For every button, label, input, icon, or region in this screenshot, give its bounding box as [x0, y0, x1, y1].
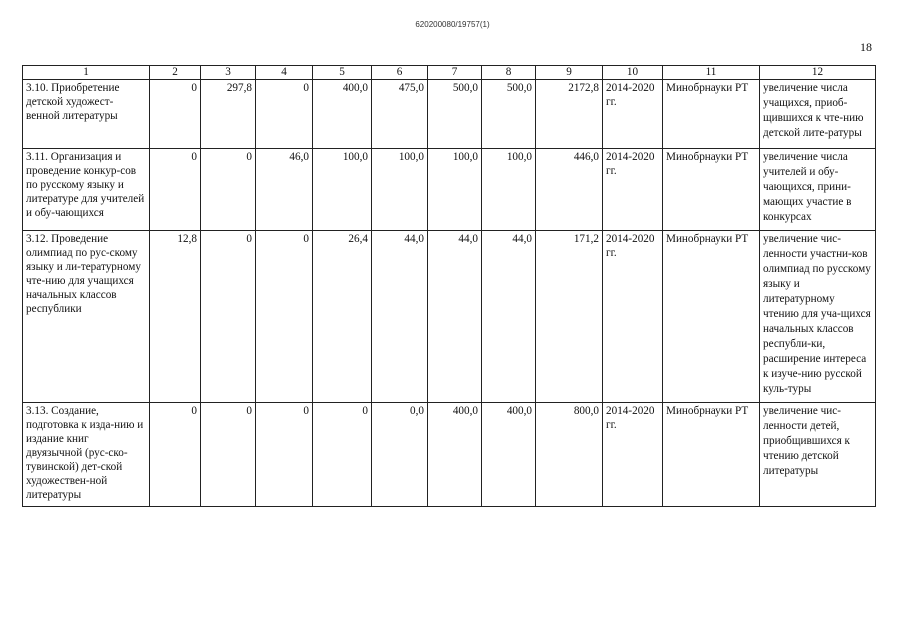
- value-cell: 400,0: [428, 403, 482, 507]
- result-cell: увеличение числа учителей и обу-чающихся, прини-мающих участие в конкурсах: [760, 149, 876, 231]
- value-cell: 400,0: [482, 403, 536, 507]
- value-cell: 0: [201, 149, 256, 231]
- value-cell: 500,0: [428, 80, 482, 149]
- value-cell: 100,0: [428, 149, 482, 231]
- value-cell: 100,0: [313, 149, 372, 231]
- header-cell: 3: [201, 66, 256, 80]
- executor-cell: Минобрнауки РТ: [663, 231, 760, 403]
- activity-name: 3.12. Проведение олимпиад по рус-скому языку и ли-тературному чте-нию для учащихся начальных классов республики: [23, 231, 150, 403]
- value-cell: 0: [256, 80, 313, 149]
- value-cell: 0: [256, 403, 313, 507]
- header-cell: 12: [760, 66, 876, 80]
- value-cell: 12,8: [150, 231, 201, 403]
- value-cell: 0: [201, 403, 256, 507]
- value-cell: 400,0: [313, 80, 372, 149]
- executor-cell: Минобрнауки РТ: [663, 149, 760, 231]
- value-cell: 100,0: [372, 149, 428, 231]
- value-cell: 297,8: [201, 80, 256, 149]
- activity-name: 3.10. Приобретение детской художест-венной литературы: [23, 80, 150, 149]
- value-cell: 100,0: [482, 149, 536, 231]
- budget-table: [22, 65, 876, 507]
- result-cell: увеличение числа учащихся, приоб-щившихся к чте-нию детской лите-ратуры: [760, 80, 876, 149]
- value-cell: 0: [150, 80, 201, 149]
- period-cell: 2014-2020 гг.: [603, 231, 663, 403]
- document-id: 620200080/19757(1): [415, 20, 490, 29]
- table-row: [23, 149, 876, 231]
- period-cell: 2014-2020 гг.: [603, 149, 663, 231]
- header-cell: 11: [663, 66, 760, 80]
- value-cell: 44,0: [372, 231, 428, 403]
- header-cell: 1: [23, 66, 150, 80]
- header-cell: 10: [603, 66, 663, 80]
- header-cell: 7: [428, 66, 482, 80]
- value-cell: 0: [256, 231, 313, 403]
- value-cell: 0,0: [372, 403, 428, 507]
- total-cell: 171,2: [536, 231, 603, 403]
- page-number: 18: [860, 40, 872, 54]
- period-cell: 2014-2020 гг.: [603, 403, 663, 507]
- value-cell: 26,4: [313, 231, 372, 403]
- executor-cell: Минобрнауки РТ: [663, 80, 760, 149]
- header-cell: 6: [372, 66, 428, 80]
- table-row: [23, 403, 876, 507]
- header-cell: 4: [256, 66, 313, 80]
- total-cell: 800,0: [536, 403, 603, 507]
- header-cell: 2: [150, 66, 201, 80]
- header-row: [23, 66, 876, 80]
- value-cell: 500,0: [482, 80, 536, 149]
- value-cell: 44,0: [428, 231, 482, 403]
- result-cell: увеличение чис-ленности детей, приобщившихся к чтению детской литературы: [760, 403, 876, 507]
- period-cell: 2014-2020 гг.: [603, 80, 663, 149]
- activity-name: 3.13. Создание, подготовка к изда-нию и издание книг двуязычной (рус-ско-тувинской) дет-ской художествен-ной литературы: [23, 403, 150, 507]
- header-cell: 5: [313, 66, 372, 80]
- value-cell: 475,0: [372, 80, 428, 149]
- header-cell: 8: [482, 66, 536, 80]
- value-cell: 0: [313, 403, 372, 507]
- value-cell: 46,0: [256, 149, 313, 231]
- value-cell: 0: [150, 403, 201, 507]
- total-cell: 446,0: [536, 149, 603, 231]
- result-cell: увеличение чис-ленности участни-ков олимпиад по русскому языку и литературному чтению для уча-щихся начальных классов республи-ки, расширение интереса к изуче-нию русской куль-туры: [760, 231, 876, 403]
- total-cell: 2172,8: [536, 80, 603, 149]
- executor-cell: Минобрнауки РТ: [663, 403, 760, 507]
- value-cell: 44,0: [482, 231, 536, 403]
- header-cell: 9: [536, 66, 603, 80]
- value-cell: 0: [150, 149, 201, 231]
- table-row: [23, 80, 876, 149]
- activity-name: 3.11. Организация и проведение конкур-сов по русскому языку и литературе для учителей и обу-чающихся: [23, 149, 150, 231]
- table-row: [23, 231, 876, 403]
- value-cell: 0: [201, 231, 256, 403]
